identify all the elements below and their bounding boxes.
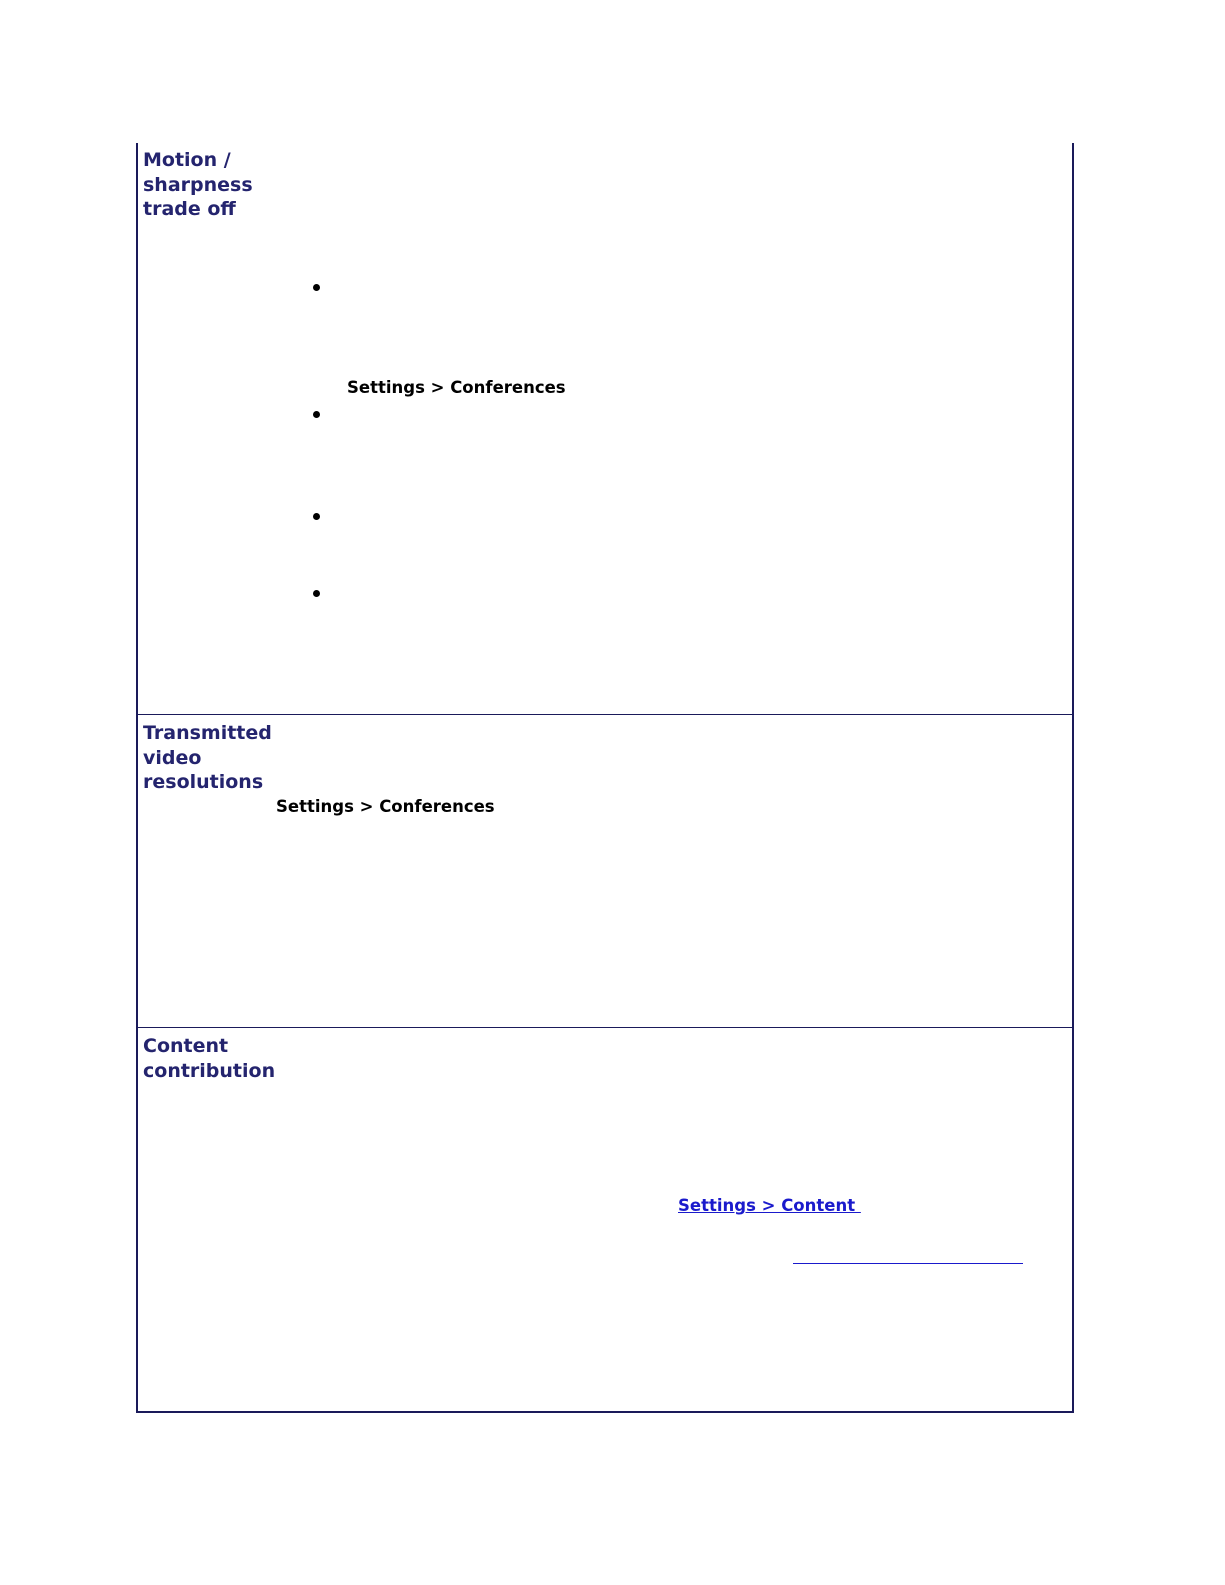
bullet-2 bbox=[313, 411, 320, 418]
setting-path-conferences-resolutions: Settings > Conferences bbox=[276, 797, 495, 816]
row-label-motion-sharpness: Motion / sharpness trade off bbox=[143, 149, 253, 220]
row-divider-2 bbox=[138, 1027, 1072, 1028]
row-divider-1 bbox=[138, 714, 1072, 715]
row-label-transmitted-video-resolutions: Transmitted video resolutions bbox=[143, 722, 272, 793]
bullet-1 bbox=[313, 284, 320, 291]
row-label-content-contribution: Content contribution bbox=[143, 1035, 276, 1082]
bullet-3 bbox=[313, 513, 320, 520]
hyperlink-underline[interactable] bbox=[793, 1263, 1023, 1264]
settings-content-link[interactable]: Settings > Content bbox=[678, 1196, 861, 1215]
setting-path-conferences-motion: Settings > Conferences bbox=[347, 378, 566, 397]
bullet-4 bbox=[313, 590, 320, 597]
settings-table bbox=[136, 143, 1074, 1413]
